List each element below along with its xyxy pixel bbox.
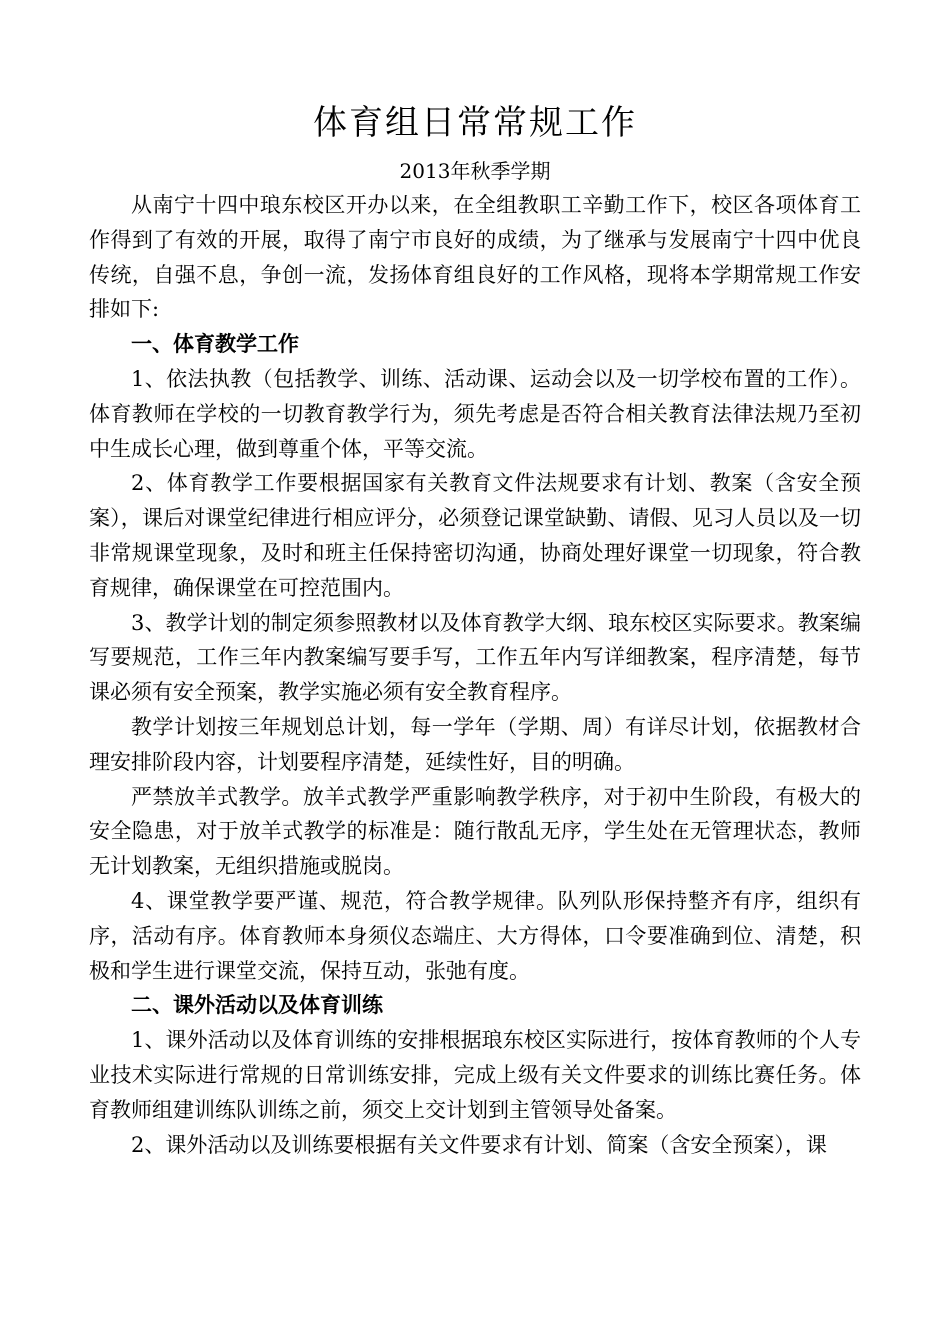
paragraph: 1、依法执教（包括教学、训练、活动课、运动会以及一切学校布置的工作）。体育教师在学校的一切教育教学行为，须先考虑是否符合相关教育法律法规乃至初中生成长心理，做到尊重个体，平等交流。	[89, 366, 861, 461]
intro-paragraph: 从南宁十四中琅东校区开办以来，在全组教职工辛勤工作下，校区各项体育工作得到了有效的开展，取得了南宁市良好的成绩，为了继承与发展南宁十四中优良传统，自强不息，争创一流，发扬体育组良好的工作风格，现将本学期常规工作安排如下:	[89, 193, 861, 322]
paragraph: 2、课外活动以及训练要根据有关文件要求有计划、简案（含安全预案），课	[131, 1132, 827, 1157]
document-subtitle: 2013年秋季学期	[399, 159, 551, 183]
paragraph: 2、体育教学工作要根据国家有关教育文件法规要求有计划、教案（含安全预案），课后对课堂纪律进行相应评分，必须登记课堂缺勤、请假、见习人员以及一切非常规课堂现象，及时和班主任保持密切沟通，协商处理好课堂一切现象，符合教育规律，确保课堂在可控范围内。	[89, 471, 861, 600]
paragraph: 3、教学计划的制定须参照教材以及体育教学大纲、琅东校区实际要求。教案编写要规范，工作三年内教案编写要手写，工作五年内写详细教案，程序清楚，每节课必须有安全预案，教学实施必须有安全教育程序。	[89, 610, 861, 705]
paragraph: 教学计划按三年规划总计划，每一学年（学期、周）有详尽计划，依据教材合理安排阶段内容，计划要程序清楚，延续性好，目的明确。	[89, 714, 861, 774]
paragraph: 1、课外活动以及体育训练的安排根据琅东校区实际进行，按体育教师的个人专业技术实际进行常规的日常训练安排，完成上级有关文件要求的训练比赛任务。体育教师组建训练队训练之前，须交上交计划到主管领导处备案。	[89, 1028, 861, 1122]
paragraph: 严禁放羊式教学。放羊式教学严重影响教学秩序，对于初中生阶段，有极大的安全隐患，对于放羊式教学的标准是：随行散乱无序，学生处在无管理状态，教师无计划教案，无组织措施或脱岗。	[89, 784, 861, 879]
document-title: 体育组日常常规工作	[313, 103, 637, 143]
document-page	[89, 98, 861, 1162]
section-heading-teaching: 一、体育教学工作	[131, 331, 299, 357]
paragraph: 4、课堂教学要严谨、规范，符合教学规律。队列队形保持整齐有序，组织有序，活动有序。体育教师本身须仪态端庄、大方得体，口令要准确到位、清楚，积极和学生进行课堂交流，保持互动，张弛有度。	[89, 888, 861, 983]
section-heading-activities: 二、课外活动以及体育训练	[131, 992, 383, 1018]
